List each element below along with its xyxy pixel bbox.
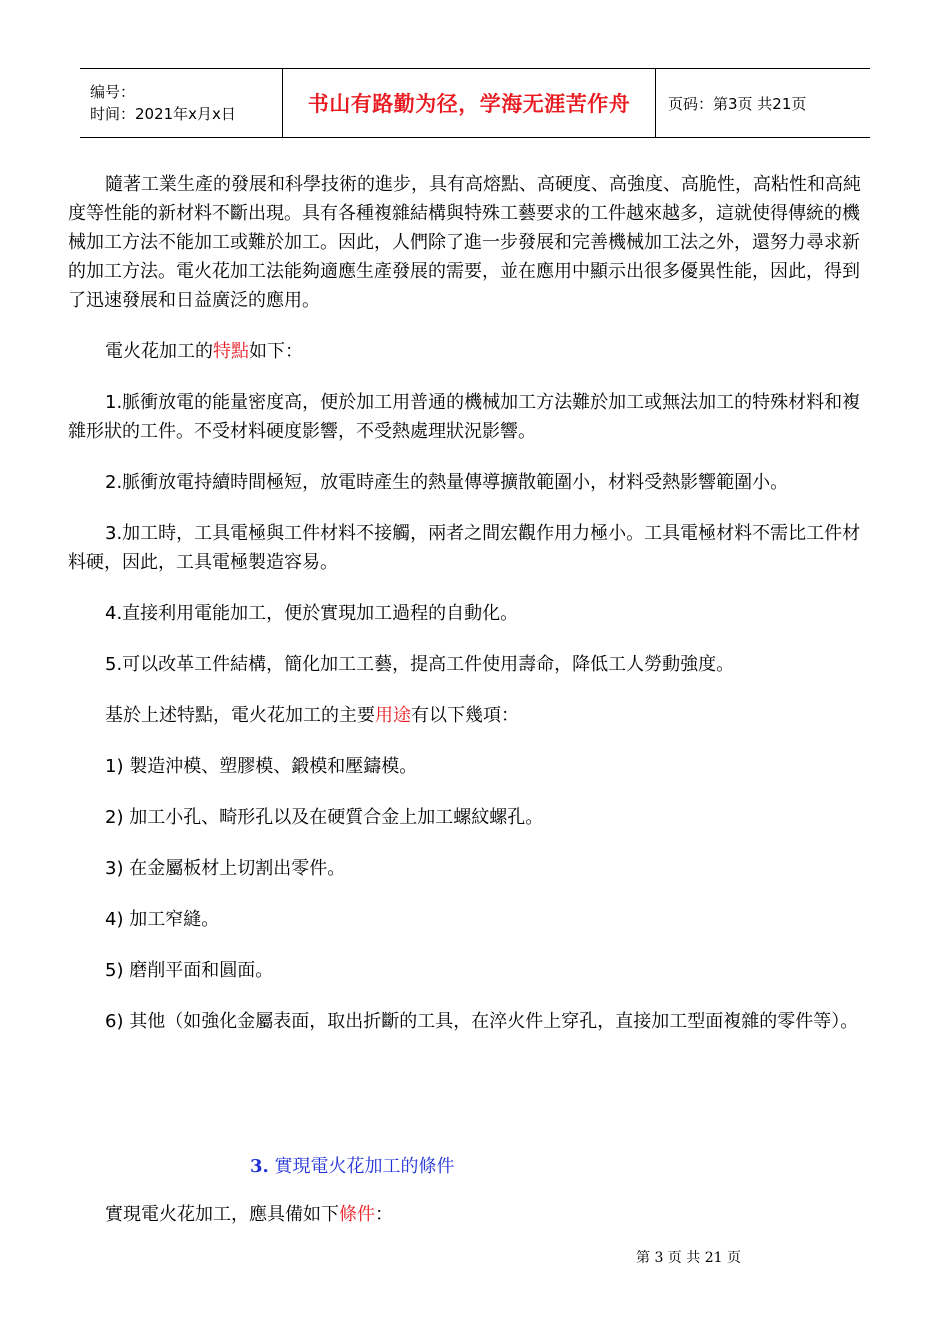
use-item: 2) 加工小孔、畸形孔以及在硬質合金上加工螺紋螺孔。	[105, 807, 544, 828]
page-label: 页码：第3页 共21页	[668, 94, 807, 113]
use-item: 3) 在金屬板材上切割出零件。	[105, 858, 346, 879]
document-body	[68, 170, 874, 1036]
conditions-intro-tail: ：	[375, 1204, 393, 1225]
feature-item: 1.脈衝放電的能量密度高，便於加工用普通的機械加工方法難於加工或無法加工的特殊材料和複雜形狀的工件。不受材料硬度影響，不受熱處理狀況影響。	[68, 392, 861, 442]
section-heading-number: 3.	[250, 1156, 269, 1177]
header-meta	[80, 69, 282, 137]
use-item: 1) 製造沖模、塑膠模、鍛模和壓鑄模。	[105, 756, 418, 777]
page-footer: 第 3 页 共 21 页	[636, 1250, 741, 1266]
features-highlight: 特點	[213, 341, 249, 362]
intro-paragraph: 隨著工業生產的發展和科學技術的進步，具有高熔點、高硬度、高強度、高脆性，高粘性和高純度等性能的新材料不斷出現。具有各種複雜結構與特殊工藝要求的工件越來越多，這就使得傳統的機械加工方法不能加工或難於加工。因此，人們除了進一步發展和完善機械加工法之外，還努力尋求新的加工方法。電火花加工法能夠適應生產發展的需要，並在應用中顯示出很多優異性能，因此，得到了迅速發展和日益廣泛的應用。	[68, 174, 861, 311]
uses-intro	[68, 701, 874, 730]
section-heading	[250, 1152, 455, 1178]
section-heading-text: 實現電火花加工的條件	[268, 1156, 455, 1177]
conditions-intro-text: 實現電火花加工，應具備如下	[105, 1204, 339, 1225]
uses-intro-text: 基於上述特點，電火花加工的主要	[105, 705, 375, 726]
header-page-cell	[656, 69, 870, 137]
uses-intro-tail: 有以下幾項：	[411, 705, 519, 726]
use-item: 4) 加工窄縫。	[105, 909, 220, 930]
use-item: 5) 磨削平面和圓面。	[105, 960, 274, 981]
conditions-intro	[68, 1200, 874, 1229]
conditions-highlight: 條件	[339, 1204, 375, 1225]
feature-item: 3.加工時，工具電極與工件材料不接觸，兩者之間宏觀作用力極小。工具電極材料不需比工件材料硬，因此，工具電極製造容易。	[68, 523, 861, 573]
date-label: 时间：2021年x月x日	[90, 105, 236, 123]
motto: 书山有路勤为径，学海无涯苦作舟	[307, 92, 631, 116]
header-table	[80, 68, 870, 138]
feature-item: 5.可以改革工件結構，簡化加工工藝，提高工件使用壽命，降低工人勞動強度。	[105, 654, 735, 675]
features-intro-text: 電火花加工的	[105, 341, 213, 362]
use-item: 6) 其他（如強化金屬表面，取出折斷的工具，在淬火件上穿孔，直接加工型面複雜的零件等）。	[105, 1011, 859, 1032]
features-intro-tail: 如下：	[249, 341, 303, 362]
features-intro	[68, 337, 874, 366]
number-label: 编号：	[90, 83, 136, 101]
feature-item: 4.直接利用電能加工，便於實現加工過程的自動化。	[105, 603, 519, 624]
header-motto-cell	[282, 69, 656, 137]
uses-highlight: 用途	[375, 705, 411, 726]
feature-item: 2.脈衝放電持續時間極短，放電時產生的熱量傳導擴散範圍小，材料受熱影響範圍小。	[105, 472, 789, 493]
